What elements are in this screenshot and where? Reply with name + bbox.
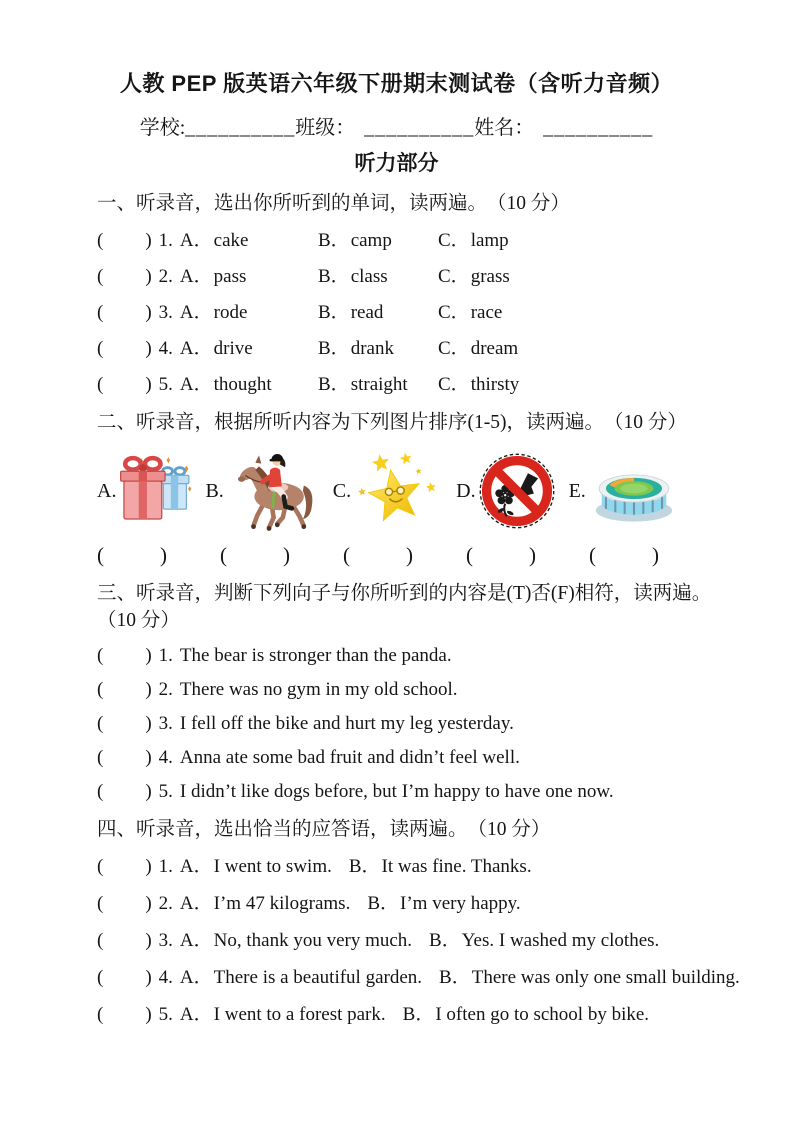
option-b-label: B． bbox=[318, 230, 350, 251]
school-blank[interactable]: __________ bbox=[185, 117, 296, 139]
answer-bracket[interactable]: ( ) bbox=[97, 856, 152, 877]
student-info-line bbox=[0, 111, 793, 140]
section4-title-text: 四、听录音，选出恰当的应答语，读两遍。 bbox=[97, 819, 468, 840]
option-a-label: A． bbox=[179, 266, 213, 287]
section3-title bbox=[97, 580, 742, 634]
section3-score: （10 分） bbox=[97, 610, 180, 631]
picture-label-c: C. bbox=[332, 479, 352, 502]
statement-number: 2. bbox=[158, 679, 173, 700]
option-c-text: race bbox=[470, 302, 503, 323]
name-label: 姓名： bbox=[474, 117, 535, 139]
picture-label-a: A. bbox=[97, 479, 117, 502]
section1-question-row-3 bbox=[97, 301, 742, 325]
option-b-label: B． bbox=[318, 302, 350, 323]
option-a-text: thought bbox=[213, 374, 272, 395]
option-a-text: I’m 47 kilograms. bbox=[213, 893, 351, 914]
section1-question-row-4 bbox=[97, 337, 742, 361]
option-a-label: A． bbox=[179, 930, 213, 951]
option-b-text: straight bbox=[350, 374, 408, 395]
option-b-text: There was only one small building. bbox=[471, 967, 740, 988]
section4-question-row-3 bbox=[97, 928, 742, 954]
horse-rider-icon bbox=[227, 445, 323, 537]
section1-title bbox=[97, 190, 742, 217]
option-a-label: A． bbox=[179, 230, 213, 251]
option-c-label: C． bbox=[438, 338, 470, 359]
option-b-text: I often go to school by bike. bbox=[435, 1004, 650, 1025]
answer-bracket[interactable]: ( ) bbox=[97, 747, 152, 768]
statement-text: The bear is stronger than the panda. bbox=[179, 645, 452, 666]
statement-number: 4. bbox=[158, 747, 173, 768]
option-b-text: Yes. I washed my clothes. bbox=[461, 930, 660, 951]
option-b-label: B． bbox=[367, 893, 400, 914]
section1-question-row-1 bbox=[97, 229, 742, 253]
answer-bracket[interactable]: ( ) bbox=[97, 930, 152, 951]
question-number: 3. bbox=[158, 302, 173, 323]
school-label: 学校: bbox=[139, 117, 186, 139]
option-b-label: B． bbox=[402, 1004, 435, 1025]
section3-statement-row-1 bbox=[97, 643, 742, 668]
picture-item-d bbox=[456, 453, 554, 529]
answer-bracket[interactable]: ( ) bbox=[97, 713, 152, 734]
answer-bracket[interactable]: ( ) bbox=[589, 543, 659, 567]
option-a-label: A． bbox=[179, 338, 213, 359]
section3-statement-row-4 bbox=[97, 745, 742, 770]
option-b-text: read bbox=[350, 302, 384, 323]
section4-title bbox=[97, 816, 742, 843]
answer-bracket[interactable]: ( ) bbox=[466, 543, 536, 567]
section1-question-row-2 bbox=[97, 265, 742, 289]
statement-text: I didn’t like dogs before, but I’m happy to have one now. bbox=[179, 781, 614, 802]
question-number: 3. bbox=[158, 930, 173, 951]
stadium-icon bbox=[589, 456, 679, 526]
paper-content bbox=[97, 190, 742, 1028]
answer-bracket[interactable]: ( ) bbox=[97, 893, 152, 914]
section3-statement-row-2 bbox=[97, 677, 742, 702]
section4-question-row-4 bbox=[97, 965, 742, 991]
section3-title-text: 三、听录音，判断下列向子与你所听到的内容是(T)否(F)相符，读两遍。 bbox=[97, 583, 712, 604]
option-a-label: A． bbox=[179, 302, 213, 323]
listening-part-heading: 听力部分 bbox=[354, 152, 439, 175]
statement-text: There was no gym in my old school. bbox=[179, 679, 458, 700]
option-a-label: A． bbox=[179, 967, 213, 988]
answer-bracket[interactable]: ( ) bbox=[97, 645, 152, 666]
question-number: 2. bbox=[158, 266, 173, 287]
question-number: 2. bbox=[158, 893, 173, 914]
option-a-text: I went to a forest park. bbox=[213, 1004, 386, 1025]
answer-bracket[interactable]: ( ) bbox=[97, 1004, 152, 1025]
option-a-text: I went to swim. bbox=[213, 856, 332, 877]
answer-bracket[interactable]: ( ) bbox=[220, 543, 290, 567]
answer-bracket[interactable]: ( ) bbox=[97, 266, 152, 287]
answer-bracket[interactable]: ( ) bbox=[343, 543, 413, 567]
option-a-text: There is a beautiful garden. bbox=[213, 967, 423, 988]
option-c-label: C． bbox=[438, 374, 470, 395]
option-b-label: B． bbox=[439, 967, 471, 988]
statement-text: I fell off the bike and hurt my leg yesterday. bbox=[179, 713, 514, 734]
answer-bracket[interactable]: ( ) bbox=[97, 679, 152, 700]
option-c-text: dream bbox=[470, 338, 519, 359]
option-c-label: C． bbox=[438, 302, 470, 323]
answer-bracket[interactable]: ( ) bbox=[97, 543, 167, 567]
question-number: 1. bbox=[158, 856, 173, 877]
section1-score: （10 分） bbox=[487, 193, 570, 214]
section2-title-text: 二、听录音，根据所听内容为下列图片排序(1-5)，读两遍。 bbox=[97, 412, 604, 433]
option-a-text: rode bbox=[213, 302, 248, 323]
option-c-label: C． bbox=[438, 230, 470, 251]
answer-bracket[interactable]: ( ) bbox=[97, 374, 152, 395]
section4-question-row-5 bbox=[97, 1002, 742, 1028]
question-number: 4. bbox=[158, 967, 173, 988]
section1-title-text: 一、听录音，选出你所听到的单词，读两遍。 bbox=[97, 193, 488, 214]
smiling-stars-icon bbox=[354, 451, 440, 531]
section3-statement-row-3 bbox=[97, 711, 742, 736]
picture-item-c bbox=[333, 451, 440, 531]
option-b-label: B． bbox=[348, 856, 381, 877]
statement-number: 5. bbox=[158, 781, 173, 802]
option-a-label: A． bbox=[179, 856, 213, 877]
option-a-label: A． bbox=[179, 374, 213, 395]
picture-item-e bbox=[569, 456, 679, 526]
option-c-text: lamp bbox=[470, 230, 509, 251]
page-title: 人教 PEP 版英语六年级下册期末测试卷（含听力音频） bbox=[119, 71, 674, 96]
answer-bracket[interactable]: ( ) bbox=[97, 781, 152, 802]
class-blank[interactable]: __________ bbox=[364, 117, 475, 139]
answer-bracket[interactable]: ( ) bbox=[97, 967, 152, 988]
picture-label-d: D. bbox=[456, 479, 476, 502]
section2-title bbox=[97, 409, 742, 436]
no-picking-flowers-sign-icon bbox=[479, 453, 555, 529]
picture-item-a bbox=[97, 448, 193, 534]
option-a-label: A． bbox=[179, 893, 213, 914]
question-number: 5. bbox=[158, 374, 173, 395]
option-b-text: It was fine. Thanks. bbox=[381, 856, 532, 877]
statement-text: Anna ate some bad fruit and didn’t feel well. bbox=[179, 747, 520, 768]
option-a-text: cake bbox=[213, 230, 249, 251]
picture-row bbox=[97, 444, 742, 538]
section4-question-row-1 bbox=[97, 854, 742, 880]
option-b-text: drank bbox=[350, 338, 394, 359]
option-b-label: B． bbox=[429, 930, 461, 951]
question-number: 4. bbox=[158, 338, 173, 359]
option-a-text: pass bbox=[213, 266, 247, 287]
question-number: 1. bbox=[158, 230, 173, 251]
section3-statement-row-5 bbox=[97, 779, 742, 804]
option-c-text: thirsty bbox=[470, 374, 520, 395]
option-b-label: B． bbox=[318, 338, 350, 359]
section4-question-row-2 bbox=[97, 891, 742, 917]
answer-bracket[interactable]: ( ) bbox=[97, 302, 152, 323]
option-c-label: C． bbox=[438, 266, 470, 287]
gift-boxes-icon bbox=[119, 448, 193, 534]
option-a-text: drive bbox=[213, 338, 253, 359]
picture-item-b bbox=[205, 445, 322, 537]
question-number: 5. bbox=[158, 1004, 173, 1025]
section2-score: （10 分） bbox=[603, 412, 687, 433]
option-c-text: grass bbox=[470, 266, 510, 287]
option-b-text: camp bbox=[350, 230, 392, 251]
option-b-label: B． bbox=[318, 266, 350, 287]
class-label: 班级： bbox=[295, 117, 356, 139]
option-b-text: class bbox=[350, 266, 388, 287]
option-b-text: I’m very happy. bbox=[400, 893, 521, 914]
section4-score: （10 分） bbox=[467, 819, 551, 840]
picture-label-b: B. bbox=[205, 479, 224, 502]
option-b-label: B． bbox=[318, 374, 350, 395]
answer-bracket[interactable]: ( ) bbox=[97, 338, 152, 359]
statement-number: 3. bbox=[158, 713, 173, 734]
name-blank[interactable]: __________ bbox=[543, 117, 654, 139]
picture-answer-brackets bbox=[97, 542, 659, 568]
option-a-label: A． bbox=[179, 1004, 213, 1025]
answer-bracket[interactable]: ( ) bbox=[97, 230, 152, 251]
section1-question-row-5 bbox=[97, 373, 742, 397]
option-a-text: No, thank you very much. bbox=[213, 930, 413, 951]
statement-number: 1. bbox=[158, 645, 173, 666]
picture-label-e: E. bbox=[568, 479, 586, 502]
